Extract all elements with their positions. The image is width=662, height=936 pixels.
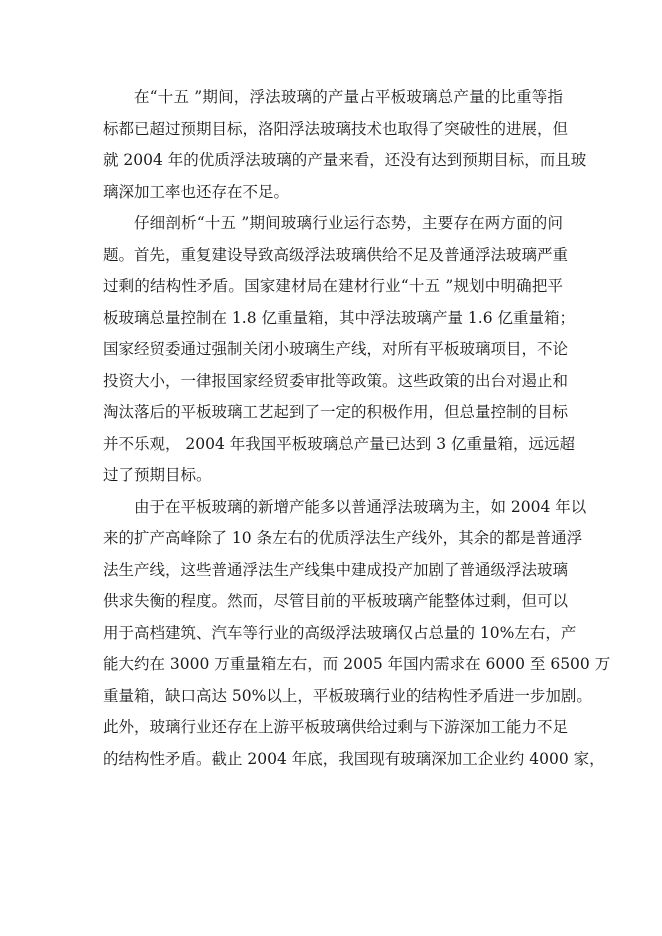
paragraph-3	[103, 492, 611, 776]
text-line: 国家经贸委通过强制关闭小玻璃生产线，对所有平板玻璃项目，不论	[103, 340, 569, 358]
text-line: 重量箱，缺口高达 50%以上，平板玻璃行业的结构性矛盾进一步加剧。	[103, 686, 592, 705]
text-line: 此外，玻璃行业还存在上游平板玻璃供给过剩与下游深加工能力不足	[103, 718, 569, 736]
text-line: 板玻璃总量控制在 1.8 亿重量箱，其中浮法玻璃产量 1.6 亿重量箱；	[103, 308, 576, 327]
text-line: 并不乐观， 2004 年我国平板玻璃总产量已达到 3 亿重量箱，远远超	[103, 434, 576, 453]
text-line: 供求失衡的程度。然而，尽管目前的平板玻璃产能整体过剩，但可以	[103, 592, 569, 610]
text-line: 在“十五 ”期间，浮法玻璃的产量占平板玻璃总产量的比重等指	[134, 88, 563, 106]
text-line: 题。首先，重复建设导致高级浮法玻璃供给不足及普通浮法玻璃严重	[103, 245, 569, 264]
text-line: 就 2004 年的优质浮法玻璃的产量来看，还没有达到预期目标，而且玻	[103, 151, 587, 169]
text-line: 过剩的结构性矛盾。国家建材局在建材行业“十五 ”规划中明确把平	[103, 277, 563, 295]
paragraph-2	[103, 208, 576, 492]
paragraph-1	[103, 82, 587, 208]
text-line: 来的扩产高峰除了 10 条左右的优质浮法生产线外，其余的都是普通浮	[103, 529, 583, 547]
text-line: 过了预期目标。	[103, 466, 212, 484]
text-line: 仔细剖析“十五 ”期间玻璃行业运行态势，主要存在两方面的问	[134, 214, 563, 232]
text-line: 璃深加工率也还存在不足。	[103, 182, 290, 201]
text-line: 淘汰落后的平板玻璃工艺起到了一定的积极作用，但总量控制的目标	[103, 403, 569, 421]
body-text	[103, 82, 611, 775]
text-line: 投资大小，一律报国家经贸委审批等政策。这些政策的出台对遏止和	[103, 371, 569, 390]
text-line: 标都已超过预期目标，洛阳浮法玻璃技术也取得了突破性的进展，但	[103, 119, 569, 138]
text-line: 法生产线，这些普通浮法生产线集中建成投产加剧了普通级浮法玻璃	[103, 560, 569, 579]
text-line: 能大约在 3000 万重量箱左右，而 2005 年国内需求在 6000 至 6500 万	[103, 655, 611, 673]
text-line: 的结构性矛盾。截止 2004 年底，我国现有玻璃深加工企业约 4000 家，	[103, 749, 605, 768]
text-line: 由于在平板玻璃的新增产能多以普通浮法玻璃为主，如 2004 年以	[134, 497, 587, 516]
text-line: 用于高档建筑、汽车等行业的高级浮法玻璃仅占总量的 10%左右，产	[103, 623, 577, 642]
